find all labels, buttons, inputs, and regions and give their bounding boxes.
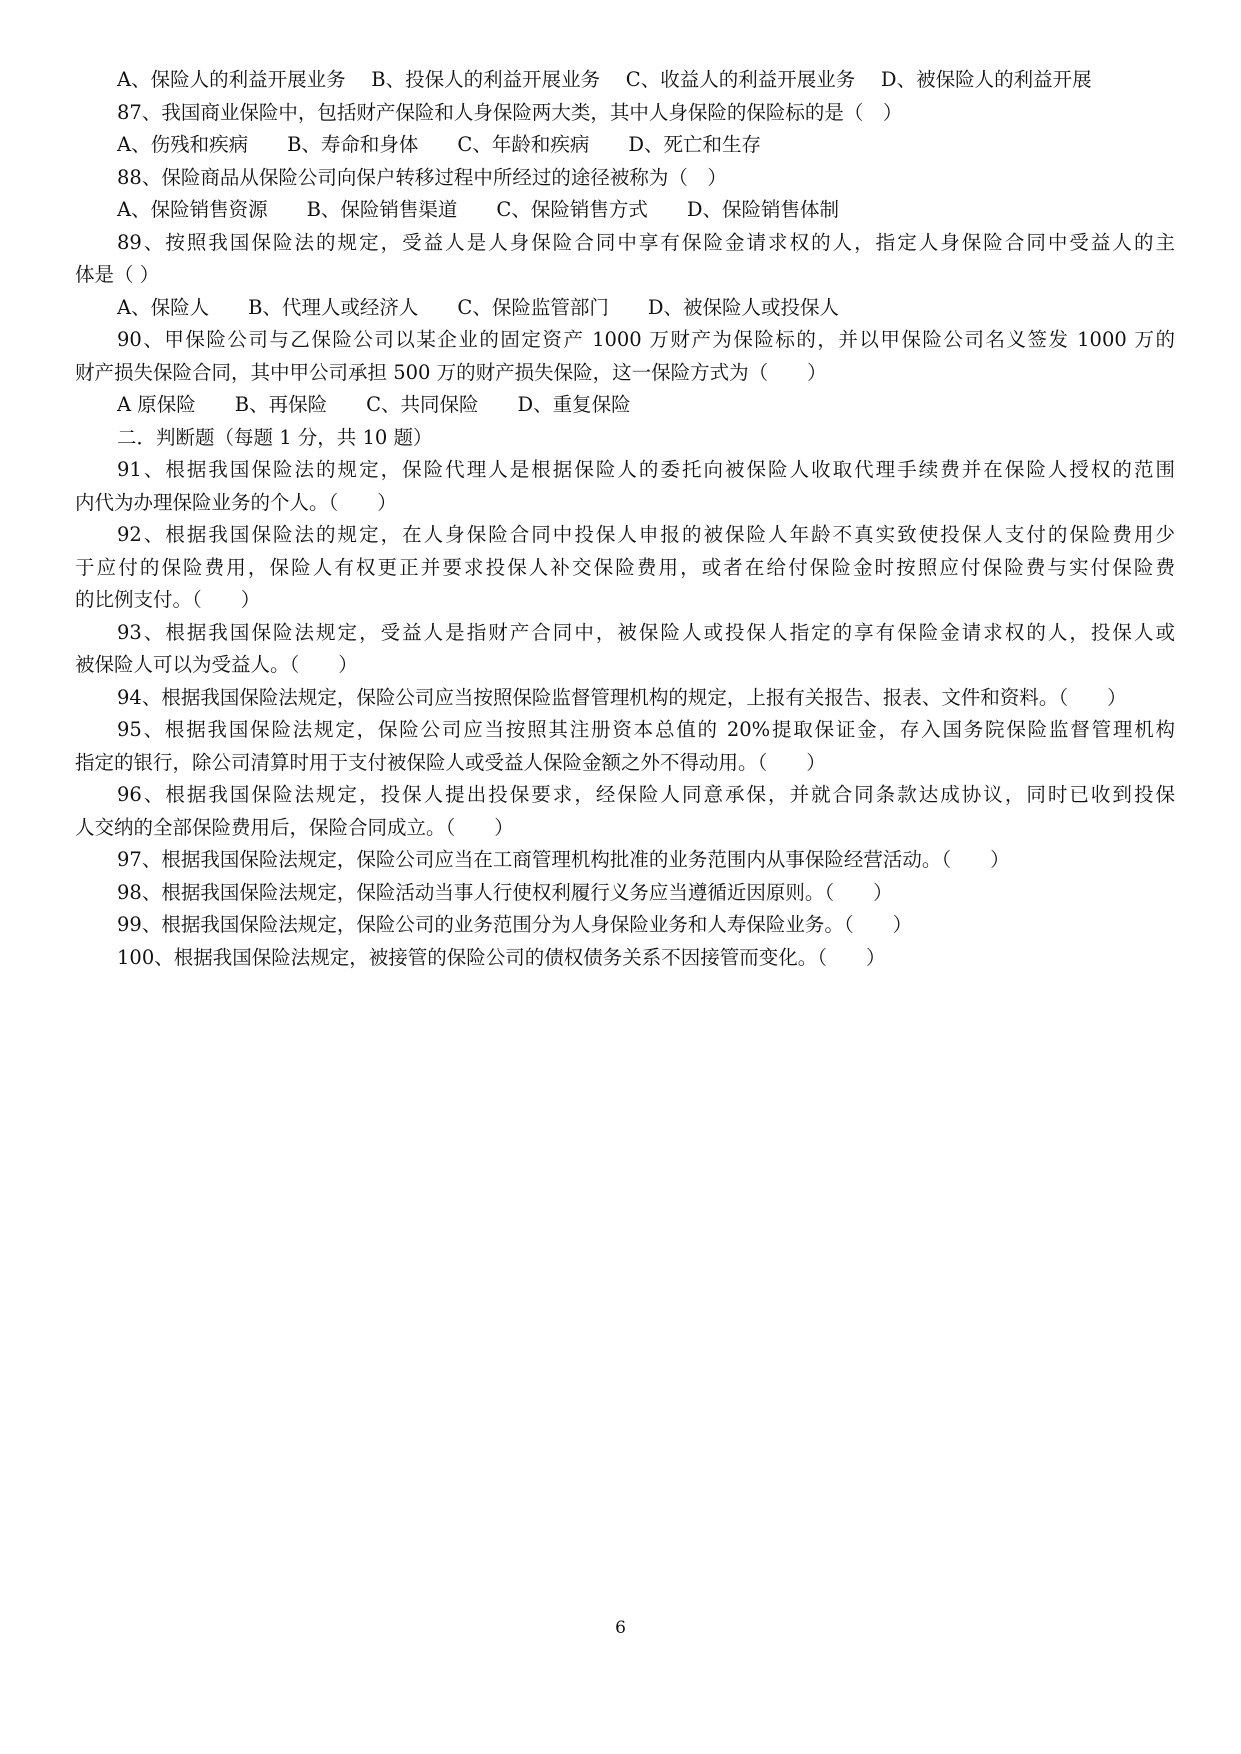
question-93-line-2: 被保险人可以为受益人。（ ） — [75, 653, 358, 676]
question-93-line-1: 93、根据我国保险法规定，受益人是指财产合同中，被保险人或投保人指定的享有保险金请求权的人，投保人或 — [117, 620, 1175, 644]
question-94: 94、根据我国保险法规定，保险公司应当按照保险监督管理机构的规定，上报有关报告、报表、文件和资料。（ ） — [117, 685, 1127, 709]
question-95-line-2: 指定的银行，除公司清算时用于支付被保险人或受益人保险金额之外不得动用。（ ） — [75, 750, 826, 774]
question-91-line-1: 91、根据我国保险法的规定，保险代理人是根据保险人的委托向被保险人收取代理手续费并在保险人授权的范围 — [117, 458, 1175, 481]
options-88: A、保险销售资源 B、保险销售渠道 C、保险销售方式 D、保险销售体制 — [117, 198, 839, 221]
options-90: A 原保险 B、再保险 C、共同保险 D、重复保险 — [117, 393, 631, 416]
question-91-line-2: 内代为办理保险业务的个人。（ ） — [75, 490, 397, 514]
options-86: A、保险人的利益开展业务 B、投保人的利益开展业务 C、收益人的利益开展业务 D、被保险人的利益开展 — [117, 68, 1092, 91]
question-89-line-2: 体是（ ） — [75, 263, 160, 286]
question-96-line-2: 人交纳的全部保险费用后，保险合同成立。（ ） — [75, 815, 514, 839]
question-96-line-1: 96、根据我国保险法规定，投保人提出投保要求，经保险人同意承保，并就合同条款达成协议，同时已收到投保 — [117, 783, 1175, 806]
question-92-line-2: 于应付的保险费用，保险人有权更正并要求投保人补交保险费用，或者在给付保险金时按照应付保险费与实付保险费 — [75, 555, 1175, 579]
question-98: 98、根据我国保险法规定，保险活动当事人行使权利履行义务应当遵循近因原则。（ ） — [117, 880, 893, 904]
question-90-line-1: 90、甲保险公司与乙保险公司以某企业的固定资产 1000 万财产为保险标的，并以甲保险公司名义签发 1000 万的 — [117, 328, 1175, 351]
options-87: A、伤残和疾病 B、寿命和身体 C、年龄和疾病 D、死亡和生存 — [117, 133, 761, 156]
question-95-line-1: 95、根据我国保险法规定，保险公司应当按照其注册资本总值的 20%提取保证金，存入国务院保险监督管理机构 — [117, 718, 1175, 741]
section-heading-true-false: 二．判断题（每题 1 分，共 10 题） — [117, 425, 433, 449]
options-89: A、保险人 B、代理人或经济人 C、保险监管部门 D、被保险人或投保人 — [117, 295, 839, 319]
question-87: 87、我国商业保险中，包括财产保险和人身保险两大类，其中人身保险的保险标的是（ ） — [117, 100, 903, 124]
question-88: 88、保险商品从保险公司向保户转移过程中所经过的途径被称为（ ） — [117, 165, 727, 189]
question-89-line-1: 89、按照我国保险法的规定，受益人是人身保险合同中享有保险金请求权的人，指定人身保险合同中受益人的主 — [117, 230, 1175, 254]
question-100: 100、根据我国保险法规定，被接管的保险公司的债权债务关系不因接管而变化。（ ） — [117, 945, 886, 969]
question-90-line-2: 财产损失保险合同，其中甲公司承担 500 万的财产损失保险，这一保险方式为（ ） — [75, 360, 827, 384]
question-99: 99、根据我国保险法规定，保险公司的业务范围分为人身保险业务和人寿保险业务。（ ） — [117, 913, 913, 936]
question-92-line-3: 的比例支付。（ ） — [75, 588, 261, 611]
page-content — [75, 64, 1175, 974]
page-number: 6 — [615, 1618, 626, 1638]
question-97: 97、根据我国保险法规定，保险公司应当在工商管理机构批准的业务范围内从事保险经营活动。（ ） — [117, 848, 1010, 871]
question-92-line-1: 92、根据我国保险法的规定，在人身保险合同中投保人申报的被保险人年龄不真实致使投保人支付的保险费用少 — [117, 523, 1175, 546]
